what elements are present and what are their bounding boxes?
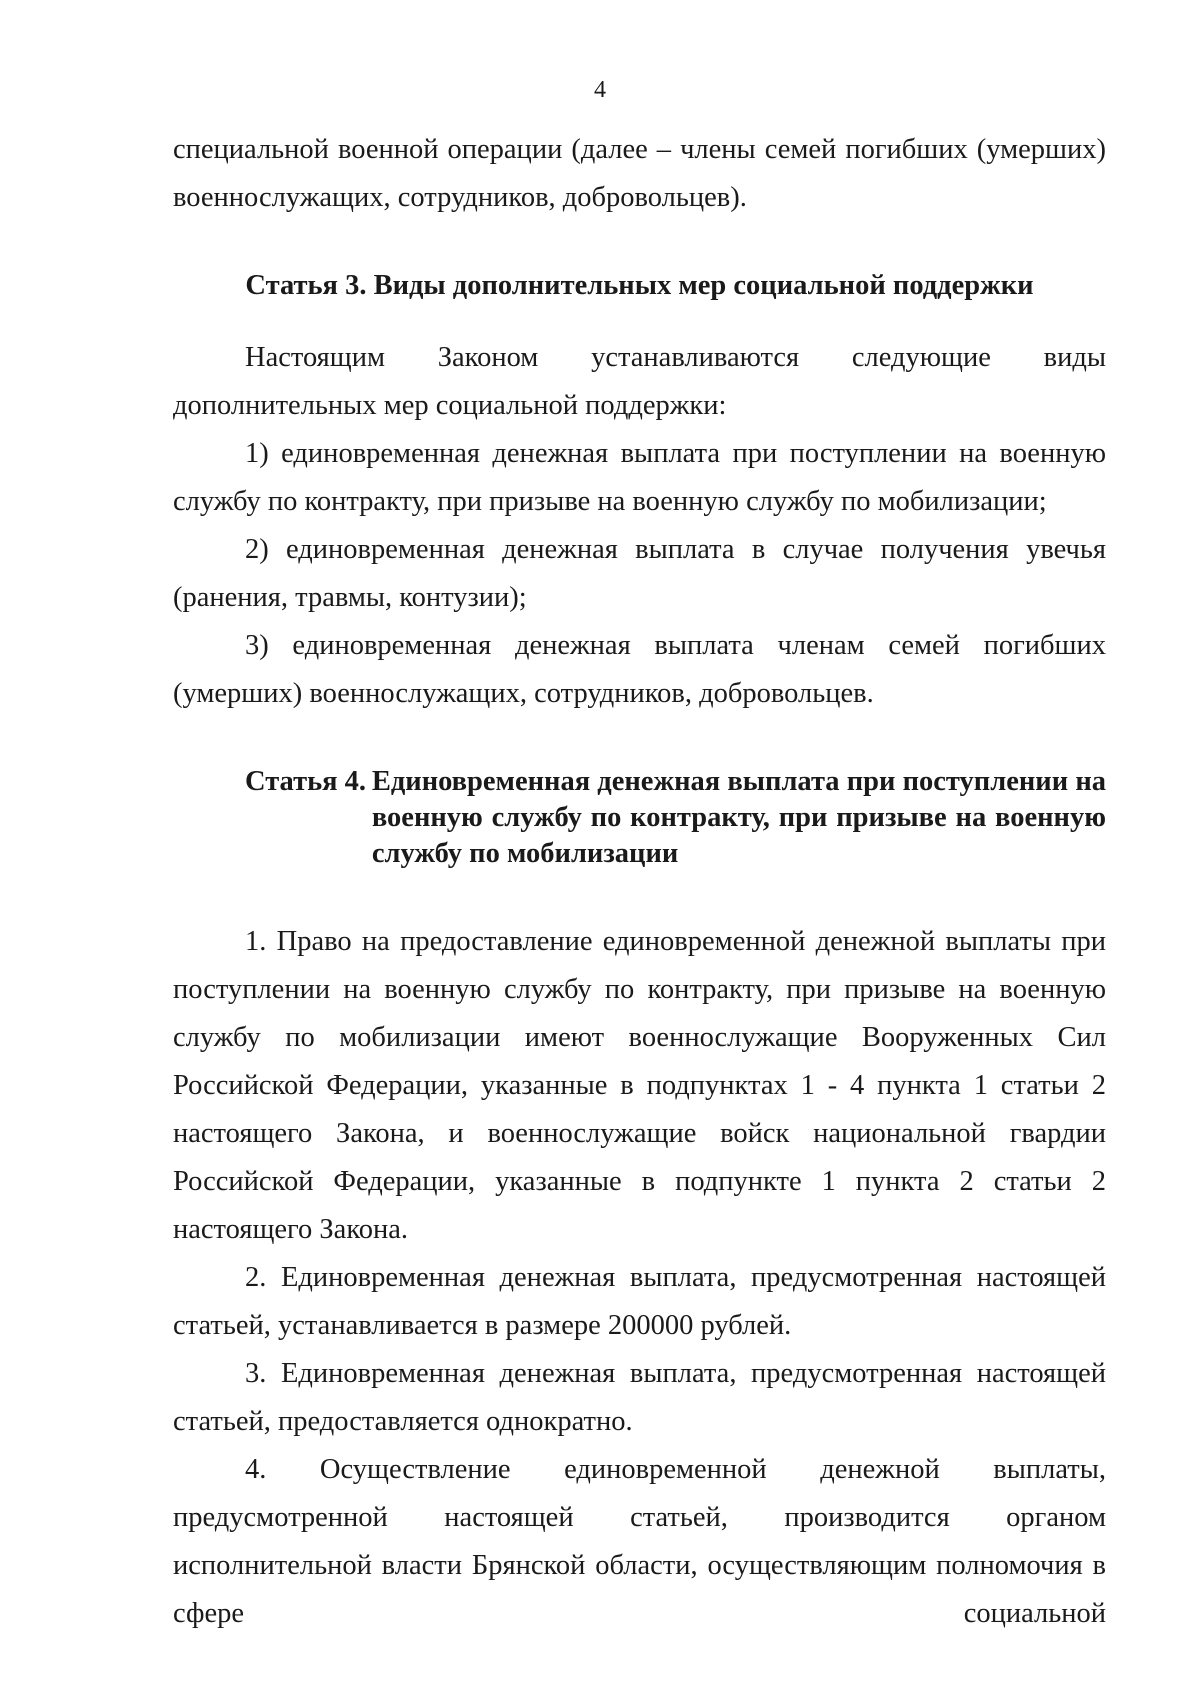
article-3-heading: Статья 3. Виды дополнительных мер социальной поддержки	[245, 270, 1034, 301]
article-3-item-3: 3) единовременная денежная выплата членам семей погибших (умерших) военнослужащих, сотрудников, добровольцев.	[173, 630, 1106, 709]
article-3-intro: Настоящим Законом устанавливаются следующие виды дополнительных мер социальной поддержки:	[173, 342, 1106, 421]
document-body	[173, 126, 1106, 1638]
article-4-title: Единовременная денежная выплата при поступлении на военную службу по контракту, при призыве на военную службу по мобилизации	[371, 766, 1106, 869]
article-3-item-1: 1) единовременная денежная выплата при поступлении на военную службу по контракту, при призыве на военную службу по мобилизации;	[173, 438, 1106, 517]
paragraph-continuation: специальной военной операции (далее – члены семей погибших (умерших) военнослужащих, сотрудников, добровольцев).	[173, 134, 1106, 213]
article-4-point-2: 2. Единовременная денежная выплата, предусмотренная настоящей статьей, устанавливается в размере 200000 рублей.	[173, 1262, 1106, 1341]
article-4-label: Статья 4.	[245, 766, 367, 797]
article-4-point-4: 4. Осуществление единовременной денежной выплаты, предусмотренной настоящей статьей, производится органом исполнительной власти Брянской области, осуществляющим полномочия в сфере социальной	[173, 1454, 1106, 1629]
article-4-point-1: 1. Право на предоставление единовременной денежной выплаты при поступлении на военную службу по контракту, при призыве на военную службу по мобилизации имеют военнослужащие Вооруженных Сил Российской Федерации, указанные в подпунктах 1 - 4 пункта 1 статьи 2 настоящего Закона, и военнослужащие войск национальной гвардии Российской Федерации, указанные в подпункте 1 пункта 2 статьи 2 настоящего Закона.	[173, 926, 1106, 1245]
article-4-heading	[173, 764, 1106, 872]
article-4-point-3: 3. Единовременная денежная выплата, предусмотренная настоящей статьей, предоставляется однократно.	[173, 1358, 1106, 1437]
article-3-item-2: 2) единовременная денежная выплата в случае получения увечья (ранения, травмы, контузии);	[173, 534, 1106, 613]
page-number: 4	[594, 77, 606, 103]
